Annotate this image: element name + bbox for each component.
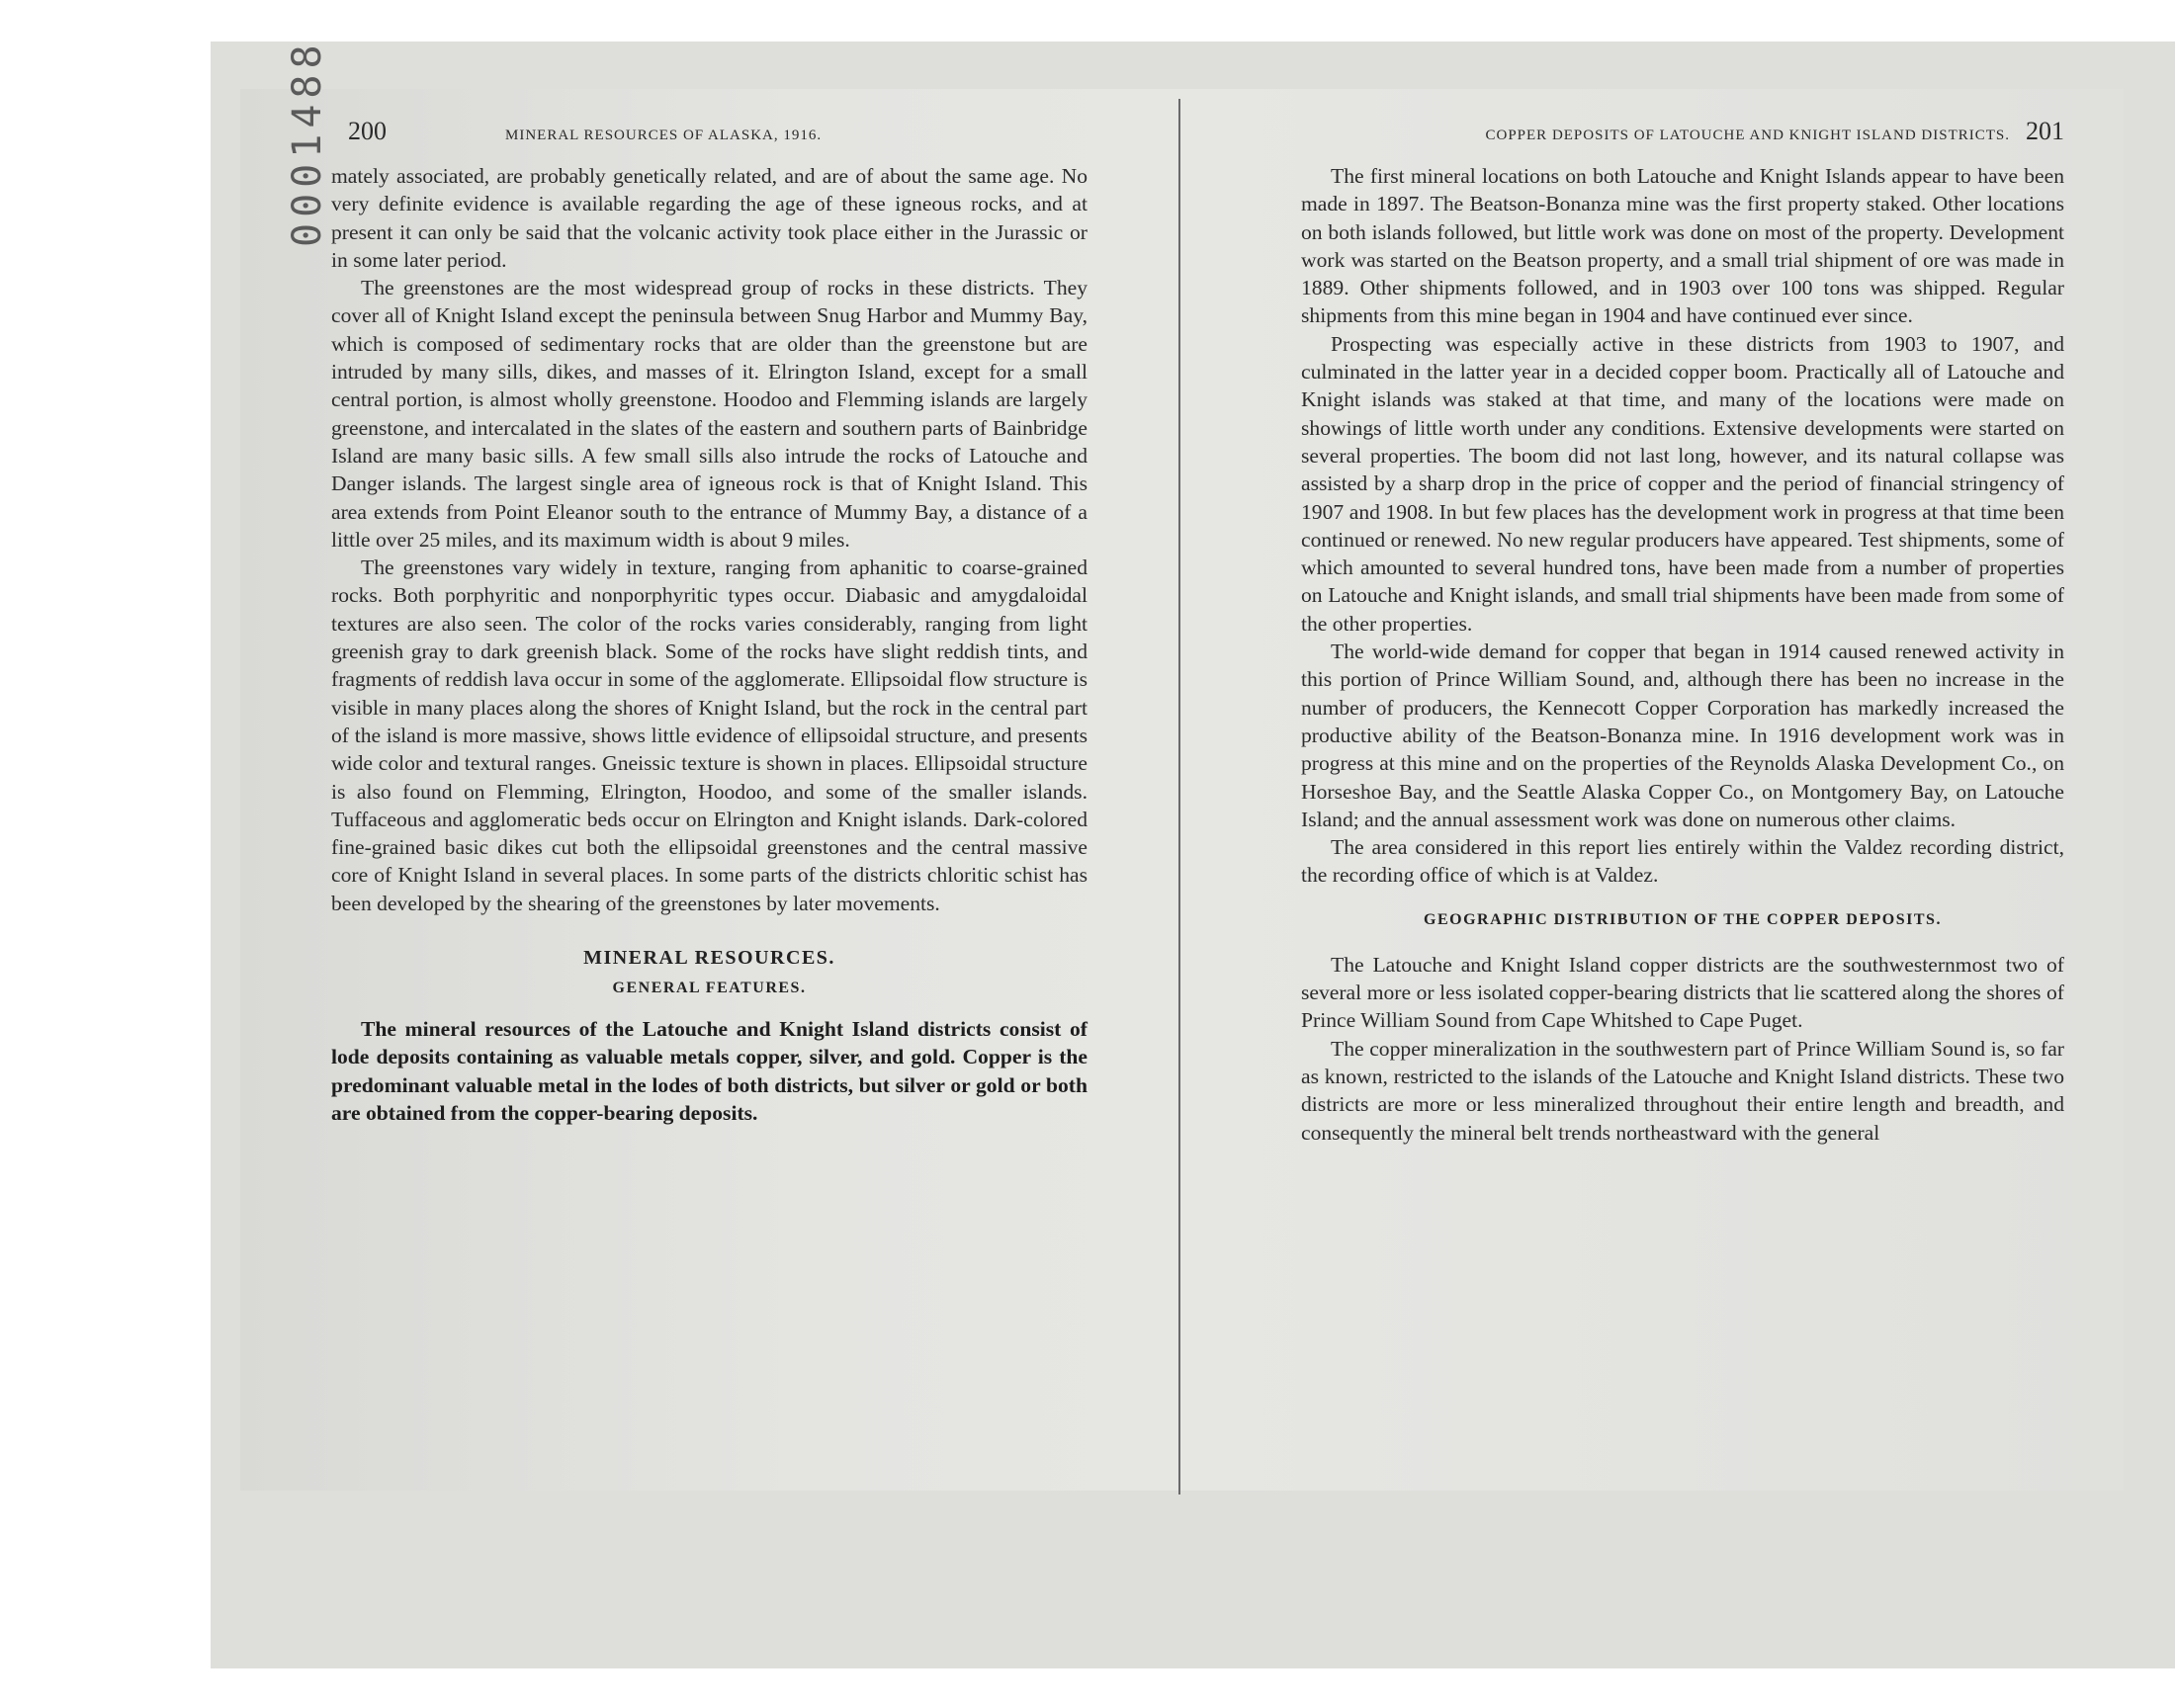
page-gutter	[1178, 99, 1180, 1494]
left-running-head	[331, 117, 1088, 148]
right-running-title: COPPER DEPOSITS OF LATOUCHE AND KNIGHT ISLAND DISTRICTS.	[1485, 128, 2010, 143]
left-page-number: 200	[348, 117, 387, 145]
paragraph: The Latouche and Knight Island copper districts are the southwesternmost two of several more or less isolated copper-bearing districts that lie scattered along the shores of Prince William Sound from Cape Whitshed to Cape Puget.	[1301, 952, 2064, 1033]
paragraph: The first mineral locations on both Latouche and Knight Islands appear to have been made in 1897. The Beatson-Bonanza mine was the first property staked. Other locations on both islands followed, but little work was done on most of the property. Development work was started on the Beatson property, and a small trial shipment of ore was made in 1889. Other shipments followed, and in 1903 over 100 tons was shipped. Regular shipments from this mine began in 1904 and have continued ever since.	[1301, 164, 2064, 328]
microfilm-serial: 0001488	[285, 39, 330, 247]
left-running-title: MINERAL RESOURCES OF ALASKA, 1916.	[505, 128, 823, 143]
paragraph: The mineral resources of the Latouche and Knight Island districts consist of lode deposits containing as valuable metals copper, silver, and gold. Copper is the predominant valuable metal in the lodes of both districts, but silver or gold or both are obtained from the copper-bearing deposits.	[331, 1017, 1088, 1125]
paragraph: The copper mineralization in the southwestern part of Prince William Sound is, so far as known, restricted to the islands of the Latouche and Knight Island districts. These two districts are more or less mineralized throughout their entire length and breadth, and consequently the mineral belt trends northeastward with the general	[1301, 1036, 2064, 1145]
right-page	[1301, 117, 2064, 1147]
subsection-heading-general-features: GENERAL FEATURES.	[612, 980, 807, 997]
paragraph: The area considered in this report lies entirely within the Valdez recording district, the recording office of which is at Valdez.	[1301, 835, 2064, 888]
paragraph: mately associated, are probably genetically related, and are of about the same age. No very definite evidence is available regarding the age of these igneous rocks, and at present it can only be said that the volcanic activity took place either in the Jurassic or in some later period.	[331, 164, 1088, 272]
section-heading-mineral-resources: MINERAL RESOURCES.	[583, 947, 835, 970]
right-page-number: 201	[2026, 117, 2064, 145]
paragraph: The greenstones are the most widespread group of rocks in these districts. They cover all of Knight Island except the peninsula between Snug Harbor and Mummy Bay, which is composed of sedimentary rocks that are older than the greenstone but are intruded by many sills, dikes, and masses of it. Elrington Island, except for a small central portion, is almost wholly greenstone. Hoodoo and Flemming islands are largely greenstone, and intercalated in the slates of the eastern and southern parts of Bainbridge Island are many basic sills. A few small sills also intrude the rocks of Latouche and Danger islands. The largest single area of igneous rock is that of Knight Island. This area extends from Point Eleanor south to the entrance of Mummy Bay, a distance of a little over 25 miles, and its maximum width is about 9 miles.	[331, 276, 1088, 552]
scan-margin	[0, 0, 211, 1708]
paragraph: The world-wide demand for copper that began in 1914 caused renewed activity in this portion of Prince William Sound, and, although there has been no increase in the number of producers, the Kennecott Copper Corporation has markedly increased the productive ability of the Beatson-Bonanza mine. In 1916 development work was in progress at this mine and on the properties of the Reynolds Alaska Development Co., on Horseshoe Bay, and the Seattle Alaska Copper Co., on Montgomery Bay, on Latouche Island; and the annual assessment work was done on numerous other claims.	[1301, 640, 2064, 831]
right-running-head	[1301, 117, 2064, 148]
left-page	[331, 117, 1088, 1127]
paragraph: The greenstones vary widely in texture, ranging from aphanitic to coarse-grained rocks. Both porphyritic and nonporphyritic types occur. Diabasic and amygdaloidal textures are also seen. The color of the rocks varies considerably, ranging from light greenish gray to dark greenish black. Some of the rocks have slight reddish tints, and fragments of reddish lava occur in some of the agglomerate. Ellipsoidal flow structure is visible in many places along the shores of Knight Island, but the rock in the central part of the island is more massive, shows little evidence of ellipsoidal structure, and presents wide color and textural ranges. Gneissic texture is shown in places. Ellipsoidal structure is also found on Flemming, Elrington, Hoodoo, and some of the smaller islands. Tuffaceous and agglomeratic beds occur on Elrington and Knight islands. Dark-colored fine-grained basic dikes cut both the ellipsoidal greenstones and the central massive core of Knight Island in several places. In some parts of the districts chloritic schist has been developed by the shearing of the greenstones by later movements.	[331, 555, 1088, 915]
section-heading-geographic-distribution: GEOGRAPHIC DISTRIBUTION OF THE COPPER DEPOSITS.	[1424, 910, 1942, 928]
paragraph: Prospecting was especially active in these districts from 1903 to 1907, and culminated in the latter year in a decided copper boom. Practically all of Latouche and Knight islands was staked at that time, and many of the locations were made on showings of little worth under any conditions. Extensive developments were started on several properties. The boom did not last long, however, and its natural collapse was assisted by a sharp drop in the price of copper and the period of financial stringency of 1907 and 1908. In but few places has the development work in progress at that time been continued or renewed. No new regular producers have appeared. Test shipments, some of which amounted to several hundred tons, have been made from a number of properties on Latouche and Knight islands, and small trial shipments have been made from some of the other properties.	[1301, 331, 2064, 636]
